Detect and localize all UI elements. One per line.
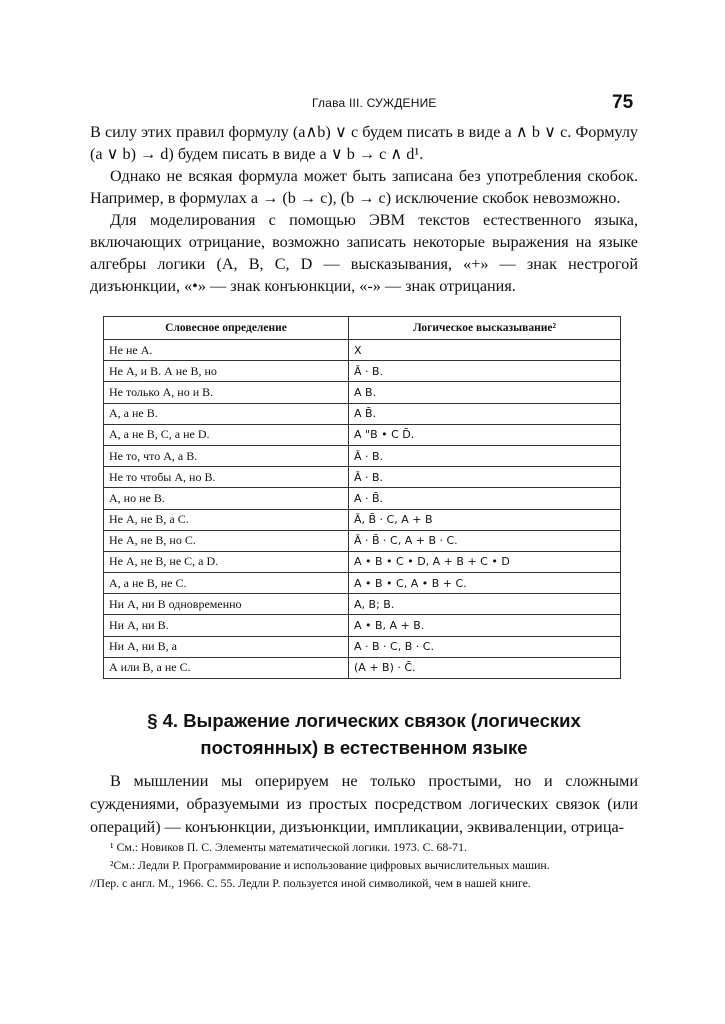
table-row	[104, 340, 621, 361]
footnotes	[90, 838, 650, 892]
table-row	[104, 509, 621, 530]
logical-cell: Ā · B.	[349, 361, 621, 382]
logical-cell: A, B; B.	[349, 594, 621, 615]
table-row	[104, 530, 621, 551]
table-row	[104, 361, 621, 382]
logical-cell: A · B · C, B · C.	[349, 636, 621, 657]
logical-cell: Ā · B.	[349, 467, 621, 488]
logical-cell: X	[349, 340, 621, 361]
verbal-cell: Ни А, ни В одновременно	[104, 594, 349, 615]
column-header-logical: Логическое высказывание²	[349, 317, 621, 340]
verbal-cell: А, а не В, С, а не D.	[104, 424, 349, 445]
table-row	[104, 657, 621, 678]
verbal-cell: Не только А, но и В.	[104, 382, 349, 403]
footnote-1: ¹ См.: Новиков П. С. Элементы математической логики. 1973. С. 68-71.	[110, 840, 467, 854]
table-header-row	[104, 317, 621, 340]
verbal-cell: Не то, что А, а В.	[104, 445, 349, 466]
verbal-cell: А, но не В.	[104, 488, 349, 509]
running-head: Глава III. СУЖДЕНИЕ	[312, 96, 437, 110]
footnote-2-continuation: //Пер. с англ. М., 1966. С. 55. Ледли Р. пользуется иной символикой, чем в нашей книге.	[90, 876, 531, 890]
logical-cell: A • B • C • D, A + B + C • D	[349, 551, 621, 572]
paragraph-1: В силу этих правил формулу (a∧b) ∨ c будем писать в виде a ∧ b ∨ c. Формулу (a ∨ b) → d) будем писать в виде a ∨ b → c ∧ d¹.	[90, 123, 638, 163]
verbal-cell: А или В, а не С.	[104, 657, 349, 678]
page-number: 75	[612, 92, 634, 113]
logical-cell: A B.	[349, 382, 621, 403]
table-row	[104, 467, 621, 488]
logical-cell: A · B̄.	[349, 488, 621, 509]
verbal-cell: Ни А, ни В.	[104, 615, 349, 636]
verbal-cell: Не А, не В, но С.	[104, 530, 349, 551]
table-row	[104, 488, 621, 509]
logical-cell: Ā · B.	[349, 445, 621, 466]
verbal-cell: Не А, и B. А не B, но	[104, 361, 349, 382]
logical-cell: A • B, A + B.	[349, 615, 621, 636]
table-row	[104, 636, 621, 657]
logic-expressions-table	[103, 316, 621, 679]
section-paragraph: В мышлении мы оперируем не только простыми, но и сложными суждениями, образуемыми из простых посредством логических связок (или операций) — конъюнкции, дизъюнкции, импликации, эквиваленции, отрица-	[90, 772, 638, 836]
logical-cell: A "B • C D̄.	[349, 424, 621, 445]
table-row	[104, 573, 621, 594]
table-row	[104, 424, 621, 445]
verbal-cell: Не не А.	[104, 340, 349, 361]
table-row	[104, 551, 621, 572]
logical-cell: Ā · B̄ · C, A + B · C.	[349, 530, 621, 551]
logical-cell: A B̄.	[349, 403, 621, 424]
logical-cell: (A + B) · C̄.	[349, 657, 621, 678]
section-heading: § 4. Выражение логических связок (логических постоянных) в естественном языке	[147, 710, 581, 758]
table-row	[104, 403, 621, 424]
footnote-2: ²См.: Ледли Р. Программирование и использование цифровых вычислительных машин.	[110, 858, 550, 872]
logical-cell: A • B • C, A • B + C.	[349, 573, 621, 594]
table-row	[104, 615, 621, 636]
verbal-cell: А, а не В.	[104, 403, 349, 424]
verbal-cell: Ни А, ни В, а	[104, 636, 349, 657]
paragraph-2: Однако не всякая формула может быть записана без употребления скобок. Например, в формулах a → (b → c), (b → c) исключение скобок невозможно.	[90, 167, 638, 207]
column-header-verbal: Словесное определение	[104, 317, 349, 340]
logical-cell: Ā, B̄ · C, A + B	[349, 509, 621, 530]
table-row	[104, 594, 621, 615]
verbal-cell: Не А, не В, не С, а D.	[104, 551, 349, 572]
paragraph-3: Для моделирования с помощью ЭВМ текстов естественного языка, включающих отрицание, возможно записать некоторые выражения на языке алгебры логики (A, B, C, D — высказывания, «+» — знак нестрогой дизъюнкции, «•» — знак конъюнкции, «-» — знак отрицания.	[90, 211, 638, 295]
body-text	[90, 121, 638, 297]
verbal-cell: А, а не В, не С.	[104, 573, 349, 594]
verbal-cell: Не то чтобы А, но В.	[104, 467, 349, 488]
verbal-cell: Не А, не В, а С.	[104, 509, 349, 530]
table-row	[104, 382, 621, 403]
table-row	[104, 445, 621, 466]
